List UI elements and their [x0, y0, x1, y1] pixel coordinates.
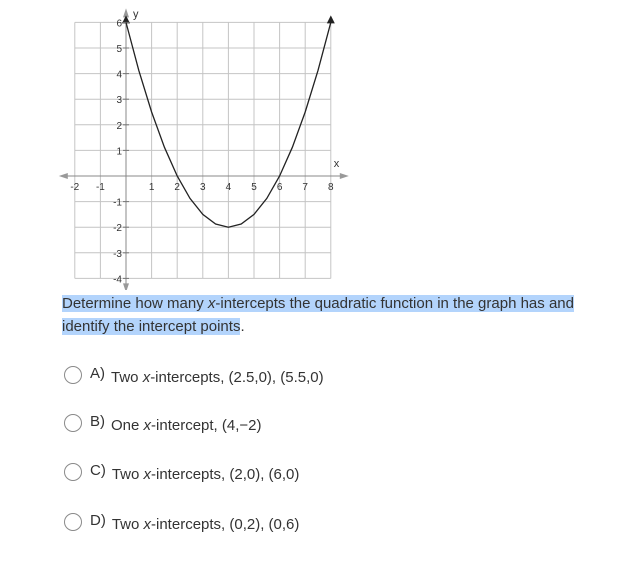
option-d-radio[interactable]: [64, 513, 82, 531]
x-axis-arrow-right: [340, 173, 349, 179]
x-tick-label: -2: [70, 182, 80, 193]
y-tick-label: -4: [113, 274, 122, 286]
option-d-letter: D): [90, 511, 106, 529]
tick-labels: [70, 8, 339, 285]
option-c-radio[interactable]: [64, 463, 82, 481]
x-tick-label: 4: [225, 182, 232, 193]
x-tick-label: 8: [328, 182, 334, 193]
option-c[interactable]: [64, 460, 299, 484]
y-tick-label: -1: [113, 197, 122, 209]
x-axis-arrow-left: [59, 173, 68, 179]
grid-lines: [75, 22, 331, 278]
question-part-2: -intercepts the quadratic function in the graph has and identify the intercept points: [62, 295, 574, 335]
y-axis-arrow-down: [123, 283, 129, 290]
option-a-radio[interactable]: [64, 366, 82, 384]
option-d[interactable]: [64, 510, 299, 534]
curve-arrow-right: [327, 15, 335, 23]
y-tick-label: -3: [113, 248, 122, 260]
option-c-text[interactable]: Two x-intercepts, (2,0), (6,0): [111, 465, 300, 483]
option-a-letter: A): [90, 364, 105, 382]
y-tick-label: -2: [113, 223, 122, 235]
y-tick-label: 6: [116, 18, 122, 30]
option-b-radio[interactable]: [64, 414, 82, 432]
y-tick-label: 4: [116, 69, 122, 81]
y-tick-label: 2: [116, 120, 122, 132]
y-tick-label: 5: [116, 44, 122, 55]
question-highlight: [62, 295, 574, 335]
x-tick-label: 7: [302, 182, 308, 193]
x-tick-label: 1: [148, 182, 155, 193]
option-d-text[interactable]: Two x-intercepts, (0,2), (0,6): [111, 515, 300, 533]
option-b[interactable]: [64, 411, 262, 435]
option-a[interactable]: [64, 363, 324, 387]
question-period: .: [240, 318, 245, 335]
option-b-letter: B): [90, 412, 105, 430]
y-tick-label: 1: [116, 146, 122, 158]
question-part-1: Determine how many: [62, 295, 208, 312]
option-b-text[interactable]: One x-intercept, (4,−2): [111, 416, 262, 434]
x-tick-label: 2: [174, 182, 180, 193]
question-variable: x: [207, 295, 216, 312]
option-c-letter: C): [90, 461, 106, 479]
x-axis-label: x: [333, 158, 340, 170]
x-tick-label: 6: [276, 182, 283, 193]
option-a-text[interactable]: Two x-intercepts, (2.5,0), (5.5,0): [111, 368, 324, 386]
question-text: [62, 292, 623, 338]
y-tick-label: 3: [116, 95, 122, 107]
y-axis-label: y: [133, 8, 139, 21]
x-tick-label: 5: [251, 182, 257, 193]
x-tick-label: -1: [95, 182, 105, 193]
x-tick-label: 3: [200, 182, 206, 193]
